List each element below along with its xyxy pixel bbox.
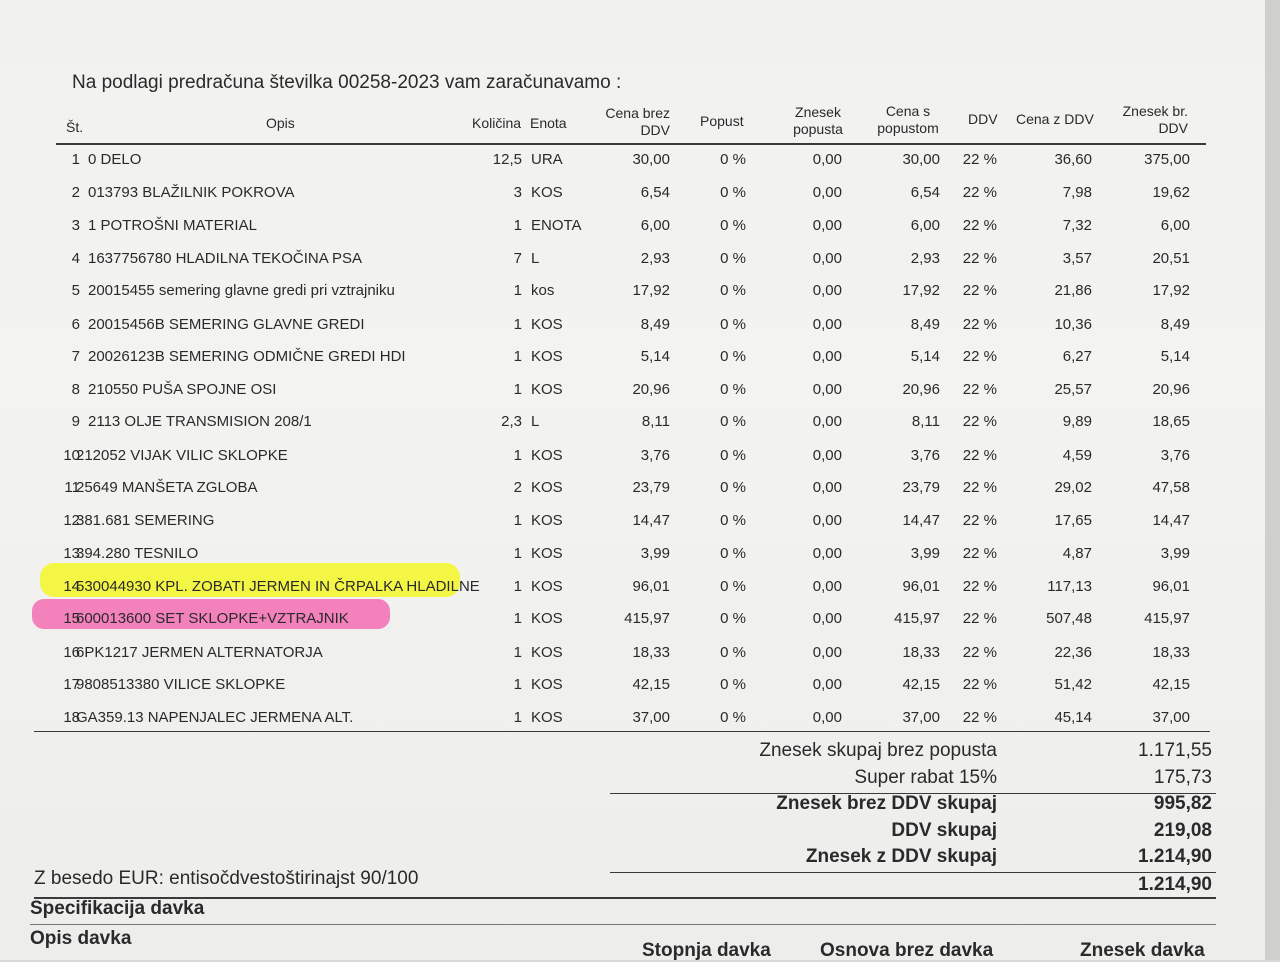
row-vat-rate: 22 %: [962, 249, 997, 267]
col-header-cena-brez-line1: Cena brez: [605, 105, 670, 121]
row-number: 6: [71, 315, 80, 333]
row-discount-amount: 0,00: [812, 676, 842, 693]
row-discount: 0 %: [720, 315, 746, 333]
row-quantity: 7: [513, 249, 522, 267]
row-price-with-vat: 7,32: [1062, 217, 1092, 234]
col-header-znesek-popusta-line2: popusta: [793, 121, 843, 137]
row-total: 18,65: [1152, 413, 1190, 430]
row-vat-rate: 22 %: [962, 217, 997, 234]
row-vat-rate: 22 %: [962, 610, 997, 627]
row-price-with-vat: 17,65: [1054, 511, 1092, 529]
row-unit: L: [531, 249, 540, 267]
col-header-cena-brez: [596, 105, 670, 139]
spec-rule: [30, 924, 1216, 925]
row-price-with-vat: 45,14: [1054, 708, 1092, 726]
row-price-with-vat: 7,98: [1062, 183, 1092, 201]
row-description: 2113 OLJE TRANSMISION 208/1: [88, 413, 312, 430]
row-discount-amount: 0,00: [812, 413, 842, 430]
row-unit: KOS: [531, 610, 563, 627]
row-number: 4: [71, 249, 80, 267]
row-total: 375,00: [1144, 151, 1190, 168]
row-total: 20,51: [1152, 249, 1190, 267]
row-number: 11: [64, 479, 80, 496]
znesek-davka-label: Znesek davka: [1080, 940, 1205, 961]
row-discounted-price: 8,11: [911, 413, 940, 430]
col-header-ddv: DDV: [968, 111, 998, 127]
row-number: 3: [71, 217, 80, 234]
row-description: 0 DELO: [88, 151, 142, 168]
row-number: 1: [71, 151, 80, 168]
row-quantity: 2,3: [501, 413, 522, 430]
row-total: 14,47: [1152, 511, 1190, 529]
row-discount: 0 %: [720, 183, 746, 201]
row-price: 37,00: [632, 708, 670, 726]
row-discount-amount: 0,00: [812, 183, 842, 201]
row-price-with-vat: 117,13: [1047, 577, 1092, 595]
col-header-znesek-popusta-line1: Znesek: [795, 104, 841, 120]
row-discount-amount: 0,00: [812, 282, 842, 299]
row-number: 16: [63, 643, 80, 661]
total-label: Znesek brez DDV skupaj: [776, 793, 997, 814]
row-vat-rate: 22 %: [962, 348, 997, 365]
row-vat-rate: 22 %: [962, 183, 997, 201]
row-description: 20015456B SEMERING GLAVNE GREDI: [88, 315, 365, 333]
row-price-with-vat: 507,48: [1046, 610, 1092, 627]
row-discount: 0 %: [720, 151, 746, 168]
row-quantity: 1: [513, 380, 522, 398]
row-discount: 0 %: [720, 282, 746, 299]
row-price: 14,47: [632, 511, 670, 529]
row-discounted-price: 5,14: [910, 348, 940, 365]
row-number: 15: [63, 610, 80, 627]
row-vat-rate: 22 %: [962, 708, 997, 726]
row-discounted-price: 37,00: [902, 708, 940, 726]
row-price: 6,54: [640, 183, 670, 201]
invoice-heading: Na podlagi predračuna številka 00258-2023 vam zaračunavamo :: [72, 72, 622, 93]
row-description: 9808513380 VILICE SKLOPKE: [76, 676, 286, 693]
row-price: 17,92: [632, 282, 670, 299]
row-discount-amount: 0,00: [812, 577, 842, 595]
row-discounted-price: 23,79: [902, 479, 940, 496]
osnova-brez-davka-label: Osnova brez davka: [820, 940, 994, 961]
row-vat-rate: 22 %: [962, 446, 997, 464]
row-unit: KOS: [531, 479, 563, 496]
row-total: 19,62: [1152, 183, 1190, 201]
row-price-with-vat: 9,89: [1062, 413, 1092, 430]
row-discount: 0 %: [720, 708, 746, 726]
row-quantity: 1: [513, 511, 522, 529]
row-description: 530044930 KPL. ZOBATI JERMEN IN ČRPALKA HLADILNE: [76, 577, 480, 595]
row-price: 2,93: [640, 249, 670, 267]
total-value: 175,73: [1153, 766, 1212, 788]
row-discount: 0 %: [720, 446, 746, 464]
row-price-with-vat: 4,87: [1062, 545, 1092, 562]
total-label: DDV skupaj: [891, 819, 997, 841]
row-description: 20026123B SEMERING ODMIČNE GREDI HDI: [88, 348, 406, 365]
row-description: 1637756780 HLADILNA TEKOČINA PSA: [88, 249, 363, 267]
row-discounted-price: 415,97: [894, 610, 940, 627]
row-discount: 0 %: [720, 380, 746, 398]
row-price-with-vat: 22,36: [1054, 643, 1092, 661]
row-unit: KOS: [531, 708, 563, 726]
row-discounted-price: 18,33: [902, 643, 940, 661]
row-description: 212052 VIJAK VILIC SKLOPKE: [76, 446, 288, 464]
row-description: 210550 PUŠA SPOJNE OSI: [88, 380, 277, 398]
row-total: 5,14: [1160, 348, 1190, 365]
row-vat-rate: 22 %: [962, 413, 997, 430]
row-description: 25649 MANŠETA ZGLOBA: [76, 479, 258, 496]
row-quantity: 1: [513, 315, 522, 333]
row-price: 23,79: [632, 479, 670, 496]
col-header-znesek-br-ddv: [1100, 103, 1188, 137]
col-header-cena-s-line2: popustom: [877, 120, 939, 136]
row-discounted-price: 6,00: [910, 217, 940, 234]
row-price-with-vat: 51,42: [1054, 676, 1092, 693]
row-vat-rate: 22 %: [962, 479, 997, 496]
row-vat-rate: 22 %: [962, 577, 997, 595]
col-header-znesek-br-line2: DDV: [1158, 120, 1188, 136]
row-number: 10: [63, 446, 80, 464]
row-unit: KOS: [531, 183, 563, 201]
row-description: 394.280 TESNILO: [76, 545, 199, 562]
row-total: 3,76: [1160, 446, 1190, 464]
row-number: 18: [63, 708, 80, 726]
col-header-znesek-popusta: [778, 104, 858, 138]
row-unit: URA: [531, 151, 563, 168]
row-price: 3,99: [640, 545, 670, 562]
row-number: 5: [71, 282, 80, 299]
row-vat-rate: 22 %: [962, 643, 997, 661]
row-discount: 0 %: [720, 479, 746, 496]
row-discounted-price: 8,49: [910, 315, 940, 333]
row-total: 96,01: [1152, 577, 1190, 595]
row-price: 3,76: [640, 446, 670, 464]
col-header-enota: Enota: [530, 115, 567, 131]
row-quantity: 1: [513, 348, 522, 365]
row-discount-amount: 0,00: [812, 151, 842, 168]
table-bottom-rule: [34, 731, 1210, 732]
row-discounted-price: 20,96: [902, 380, 940, 398]
row-quantity: 1: [513, 676, 522, 693]
row-total: 18,33: [1152, 643, 1190, 661]
row-unit: kos: [531, 282, 555, 299]
row-vat-rate: 22 %: [962, 676, 997, 693]
row-description: 1 POTROŠNI MATERIAL: [88, 217, 257, 234]
row-discount: 0 %: [720, 545, 746, 562]
row-discounted-price: 3,76: [910, 446, 940, 464]
row-quantity: 2: [513, 479, 522, 496]
col-header-cena-s-line1: Cena s: [885, 103, 931, 119]
row-total: 47,58: [1152, 479, 1190, 496]
row-discount-amount: 0,00: [812, 217, 842, 234]
row-number: 9: [71, 413, 80, 430]
row-discount-amount: 0,00: [812, 545, 842, 562]
row-unit: KOS: [531, 315, 563, 333]
row-unit: KOS: [531, 380, 563, 398]
row-discounted-price: 17,92: [902, 282, 940, 299]
row-total: 415,97: [1144, 610, 1190, 627]
total-value: 995,82: [1153, 793, 1212, 814]
row-unit: KOS: [531, 511, 563, 529]
row-number: 14: [63, 577, 80, 595]
row-discounted-price: 42,15: [902, 676, 940, 693]
row-quantity: 3: [513, 183, 522, 201]
row-discounted-price: 30,00: [902, 151, 940, 168]
row-quantity: 1: [513, 545, 522, 562]
row-price-with-vat: 4,59: [1062, 446, 1092, 464]
row-total: 6,00: [1160, 217, 1190, 234]
opis-davka-label: Opis davka: [30, 928, 132, 949]
row-number: 7: [71, 348, 80, 365]
row-unit: ENOTA: [531, 217, 582, 234]
col-header-kolicina: Količina: [472, 115, 522, 131]
row-total: 8,49: [1160, 315, 1190, 333]
row-unit: KOS: [531, 643, 563, 661]
total-label: Super rabat 15%: [854, 766, 997, 788]
row-price: 18,33: [632, 643, 670, 661]
row-discounted-price: 6,54: [910, 183, 940, 201]
row-price: 20,96: [632, 380, 670, 398]
row-unit: KOS: [531, 676, 563, 693]
row-price: 5,14: [640, 348, 670, 365]
paper-edge: [1265, 0, 1280, 960]
row-number: 17: [63, 676, 80, 693]
row-quantity: 1: [513, 282, 522, 299]
row-number: 13: [63, 545, 80, 562]
row-description: 6PK1217 JERMEN ALTERNATORJA: [76, 643, 323, 661]
row-unit: KOS: [531, 446, 563, 464]
row-discount-amount: 0,00: [812, 249, 842, 267]
row-price: 96,01: [632, 577, 670, 595]
row-description: 20015455 semering glavne gredi pri vztrajniku: [88, 282, 395, 299]
row-discount-amount: 0,00: [812, 315, 842, 333]
total-value: 1.171,55: [1138, 740, 1212, 761]
row-discount: 0 %: [720, 249, 746, 267]
row-price-with-vat: 3,57: [1062, 249, 1092, 267]
row-quantity: 1: [513, 577, 522, 595]
row-discount: 0 %: [720, 511, 746, 529]
row-discounted-price: 2,93: [910, 249, 940, 267]
row-price-with-vat: 21,86: [1054, 282, 1092, 299]
row-quantity: 12,5: [492, 151, 522, 168]
row-price: 415,97: [624, 610, 670, 627]
totals-rule: [610, 872, 1216, 873]
row-price: 42,15: [632, 676, 670, 693]
spec-title: Specifikacija davka: [30, 898, 205, 919]
row-price-with-vat: 25,57: [1054, 380, 1092, 398]
row-discount: 0 %: [720, 413, 746, 430]
header-rule: [56, 143, 1206, 145]
row-price-with-vat: 29,02: [1054, 479, 1092, 496]
row-price-with-vat: 36,60: [1054, 151, 1092, 168]
row-vat-rate: 22 %: [962, 380, 997, 398]
row-description: 600013600 SET SKLOPKE+VZTRAJNIK: [76, 610, 349, 627]
col-header-cena-brez-line2: DDV: [640, 122, 670, 138]
row-vat-rate: 22 %: [962, 545, 997, 562]
row-price-with-vat: 6,27: [1062, 348, 1092, 365]
row-discount-amount: 0,00: [812, 511, 842, 529]
row-discount-amount: 0,00: [812, 348, 842, 365]
row-total: 42,15: [1152, 676, 1190, 693]
row-price: 8,11: [641, 413, 670, 430]
row-discount-amount: 0,00: [812, 380, 842, 398]
grand-total-value: 1.214,90: [1138, 874, 1212, 895]
row-number: 8: [71, 380, 80, 398]
row-discount-amount: 0,00: [812, 610, 842, 627]
stopnja-davka-label: Stopnja davka: [642, 940, 771, 961]
row-quantity: 1: [513, 217, 522, 234]
row-discounted-price: 14,47: [902, 511, 940, 529]
row-total: 37,00: [1152, 708, 1190, 726]
row-price: 8,49: [640, 315, 670, 333]
row-vat-rate: 22 %: [962, 151, 997, 168]
col-header-popust: Popust: [700, 113, 744, 129]
row-unit: KOS: [531, 348, 563, 365]
row-discount-amount: 0,00: [812, 479, 842, 496]
total-value: 1.214,90: [1138, 846, 1212, 867]
row-discount: 0 %: [720, 577, 746, 595]
row-discount: 0 %: [720, 217, 746, 234]
row-quantity: 1: [513, 708, 522, 726]
col-header-cena-s-popustom: [868, 103, 948, 137]
row-quantity: 1: [513, 446, 522, 464]
row-description: 381.681 SEMERING: [76, 511, 215, 529]
row-unit: L: [531, 413, 540, 430]
total-label: Znesek skupaj brez popusta: [759, 740, 997, 761]
row-unit: KOS: [531, 545, 563, 562]
row-discount: 0 %: [720, 676, 746, 693]
total-value: 219,08: [1153, 819, 1212, 841]
col-header-znesek-br-line1: Znesek br.: [1122, 103, 1188, 119]
row-description: 013793 BLAŽILNIK POKROVA: [88, 183, 295, 201]
row-number: 12: [63, 511, 80, 529]
row-discount-amount: 0,00: [812, 643, 842, 661]
grand-total-rule: [34, 897, 1216, 899]
row-discounted-price: 3,99: [910, 545, 940, 562]
total-label: Znesek z DDV skupaj: [805, 846, 997, 867]
row-discounted-price: 96,01: [902, 577, 940, 595]
row-price-with-vat: 10,36: [1054, 315, 1092, 333]
row-vat-rate: 22 %: [962, 511, 997, 529]
row-vat-rate: 22 %: [962, 315, 997, 333]
row-discount: 0 %: [720, 643, 746, 661]
row-quantity: 1: [513, 643, 522, 661]
col-header-cena-z-ddv: Cena z DDV: [1016, 111, 1094, 127]
row-description: GA359.13 NAPENJALEC JERMENA ALT.: [76, 708, 354, 726]
col-header-st: Št.: [66, 119, 84, 135]
row-discount-amount: 0,00: [812, 446, 842, 464]
row-price: 30,00: [632, 151, 670, 168]
amount-in-words: Z besedo EUR: entisočdvestoštirinajst 90/100: [34, 868, 419, 889]
row-total: 3,99: [1160, 545, 1190, 562]
row-price: 6,00: [640, 217, 670, 234]
row-quantity: 1: [513, 610, 522, 627]
row-total: 20,96: [1152, 380, 1190, 398]
row-total: 17,92: [1152, 282, 1190, 299]
row-discount: 0 %: [720, 348, 746, 365]
row-number: 2: [71, 183, 80, 201]
row-unit: KOS: [531, 577, 563, 595]
col-header-opis: Opis: [266, 115, 295, 131]
row-vat-rate: 22 %: [962, 282, 997, 299]
row-discount-amount: 0,00: [812, 708, 842, 726]
row-discount: 0 %: [720, 610, 746, 627]
